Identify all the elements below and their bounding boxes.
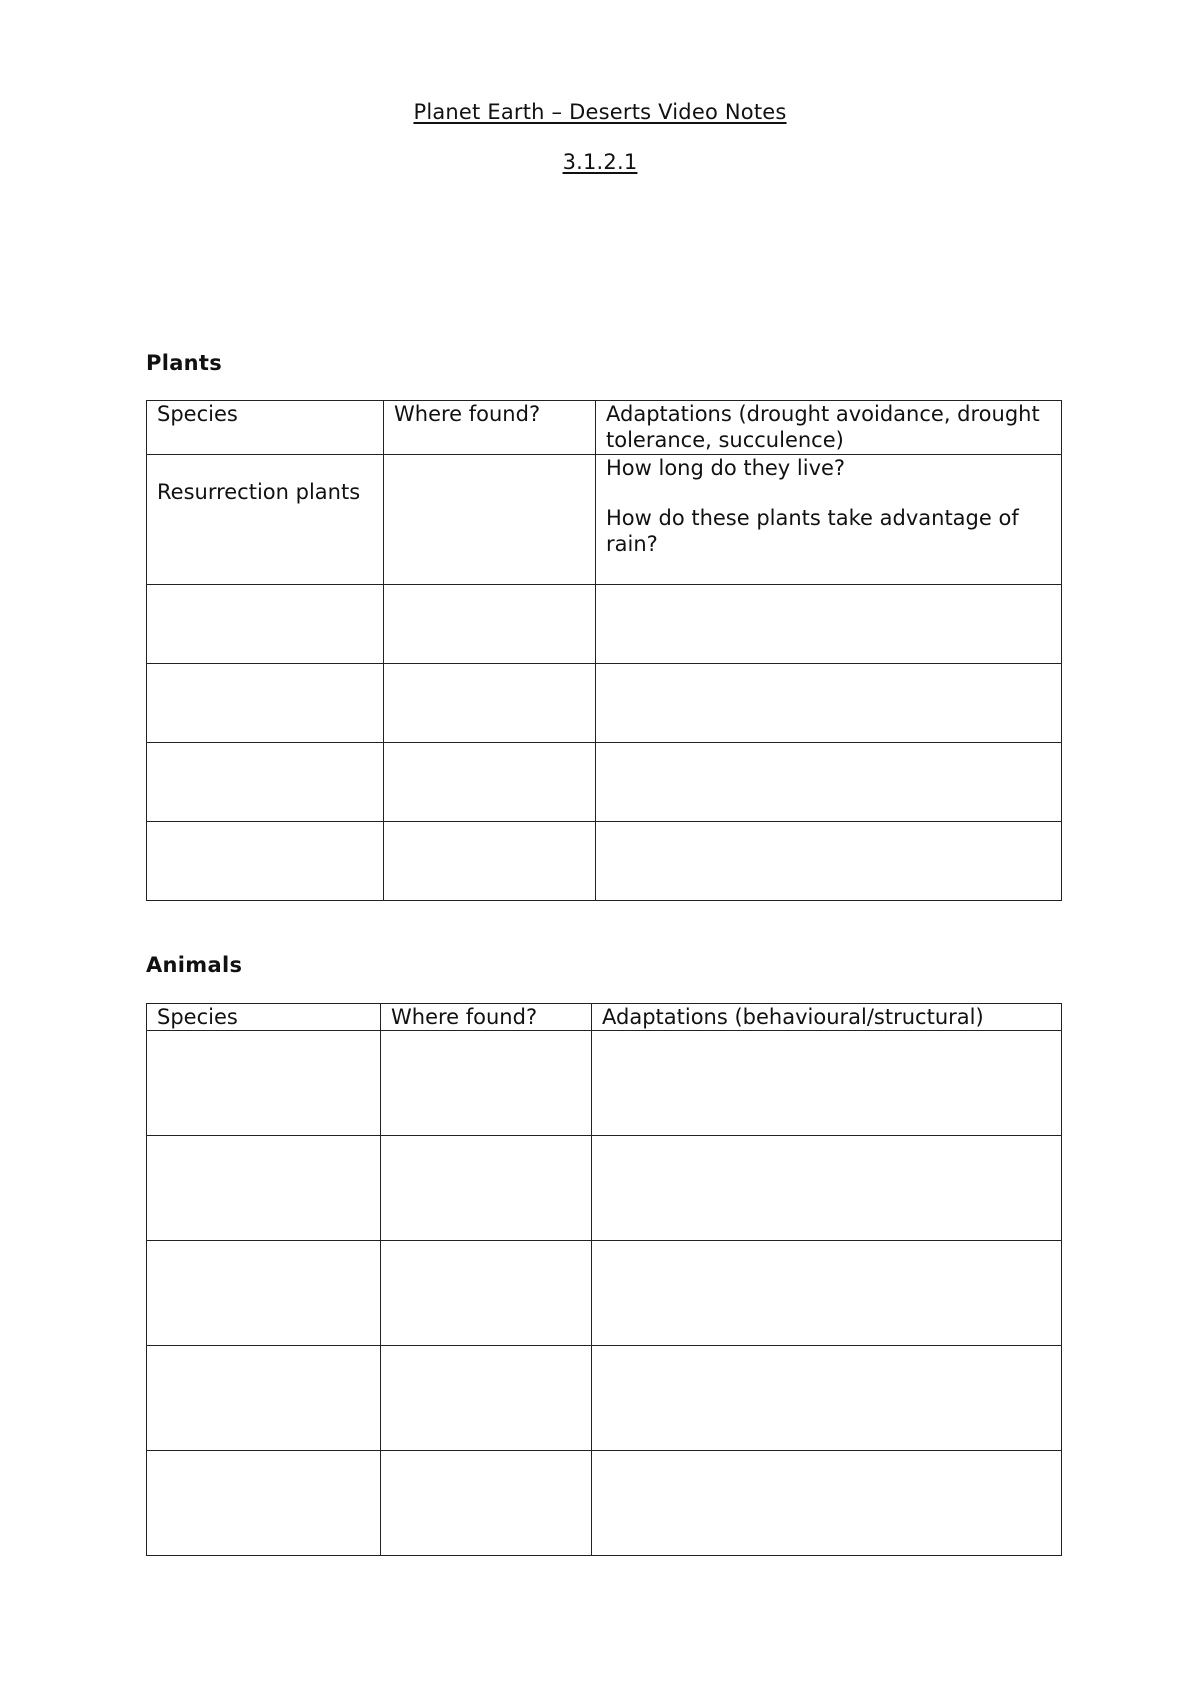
adaptations-cell[interactable] [596, 455, 1062, 585]
header-adaptations: Adaptations (drought avoidance, drought tolerance, succulence) [596, 401, 1062, 455]
table-header-row [147, 401, 1062, 455]
plants-table [146, 400, 1062, 901]
where-found-cell[interactable] [384, 585, 596, 664]
species-cell[interactable]: Resurrection plants [147, 455, 384, 585]
species-cell[interactable] [147, 743, 384, 822]
header-species: Species [147, 401, 384, 455]
table-header-row [147, 1004, 1062, 1031]
where-found-cell[interactable] [381, 1241, 592, 1346]
where-found-cell[interactable] [384, 822, 596, 901]
species-cell[interactable] [147, 1241, 381, 1346]
table-row [147, 1451, 1062, 1556]
species-cell[interactable] [147, 822, 384, 901]
where-found-cell[interactable] [381, 1451, 592, 1556]
table-row [147, 743, 1062, 822]
adaptations-cell[interactable] [596, 664, 1062, 743]
table-row [147, 822, 1062, 901]
plants-heading: Plants [146, 351, 223, 375]
header-where-found: Where found? [381, 1004, 592, 1031]
document-title: Planet Earth – Deserts Video Notes [413, 100, 787, 124]
species-cell[interactable] [147, 585, 384, 664]
where-found-cell[interactable] [384, 743, 596, 822]
adaptations-cell[interactable] [592, 1031, 1062, 1136]
table-row [147, 455, 1062, 585]
question-lifespan: How long do they live? [606, 456, 846, 480]
species-cell[interactable] [147, 1451, 381, 1556]
adaptations-cell[interactable] [596, 822, 1062, 901]
document-code: 3.1.2.1 [562, 150, 638, 174]
table-row [147, 1241, 1062, 1346]
header-species: Species [147, 1004, 381, 1031]
where-found-cell[interactable] [384, 455, 596, 585]
adaptations-cell[interactable] [592, 1451, 1062, 1556]
adaptations-cell[interactable] [592, 1136, 1062, 1241]
adaptations-cell[interactable] [592, 1346, 1062, 1451]
adaptations-cell[interactable] [596, 585, 1062, 664]
where-found-cell[interactable] [381, 1031, 592, 1136]
species-cell[interactable] [147, 1031, 381, 1136]
animals-table [146, 1003, 1062, 1556]
animals-heading: Animals [146, 953, 243, 977]
table-row [147, 585, 1062, 664]
header-where-found: Where found? [384, 401, 596, 455]
adaptations-cell[interactable] [596, 743, 1062, 822]
header-adaptations: Adaptations (behavioural/structural) [592, 1004, 1062, 1031]
table-row [147, 1346, 1062, 1451]
species-cell[interactable] [147, 664, 384, 743]
species-cell[interactable] [147, 1346, 381, 1451]
where-found-cell[interactable] [381, 1346, 592, 1451]
species-cell[interactable] [147, 1136, 381, 1241]
question-rain: How do these plants take advantage of rain? [606, 506, 1019, 556]
table-row [147, 1136, 1062, 1241]
adaptations-cell[interactable] [592, 1241, 1062, 1346]
where-found-cell[interactable] [384, 664, 596, 743]
table-row [147, 664, 1062, 743]
where-found-cell[interactable] [381, 1136, 592, 1241]
table-row [147, 1031, 1062, 1136]
